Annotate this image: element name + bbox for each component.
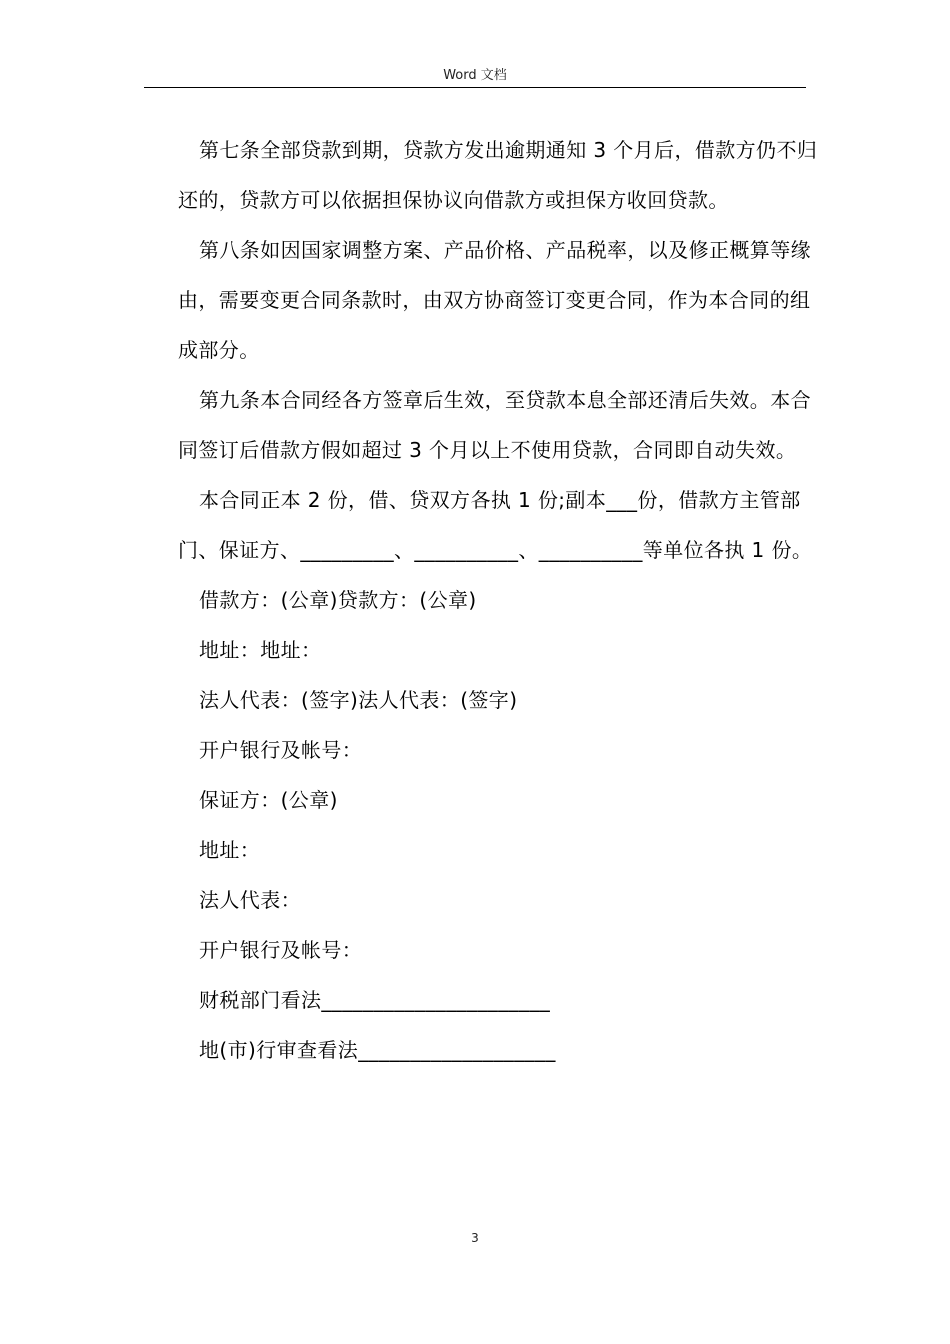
guarantor-bank-account-line: 开户银行及帐号： <box>199 938 363 962</box>
clause-seven: 第七条全部贷款到期，贷款方发出逾期通知 3 个月后，借款方仍不归还的，贷款方可以依据担保协议向借款方或担保方收回贷款。 <box>178 138 818 212</box>
address-line: 地址：地址： <box>199 638 322 662</box>
header-divider <box>144 87 806 88</box>
document-body <box>178 125 818 1075</box>
copies-clause: 本合同正本 2 份，借、贷双方各执 1 份;副本___份，借款方主管部门、保证方、_________、__________、__________等单位各执 1 份。 <box>178 488 813 562</box>
guarantor-address-line: 地址： <box>199 838 261 862</box>
borrower-lender-seal-line: 借款方：(公章)贷款方：(公章) <box>199 588 477 612</box>
page-header-title: Word 文档 <box>443 68 507 83</box>
guarantor-legal-rep-line: 法人代表： <box>199 888 301 912</box>
clause-eight: 第八条如因国家调整方案、产品价格、产品税率，以及修正概算等缘由，需要变更合同条款时，由双方协商签订变更合同，作为本合同的组成部分。 <box>178 238 811 362</box>
finance-tax-opinion-line: 财税部门看法______________________ <box>199 988 551 1012</box>
guarantor-seal-line: 保证方：(公章) <box>199 788 338 812</box>
legal-rep-signature-line: 法人代表：(签字)法人代表：(签字) <box>199 688 518 712</box>
city-bank-review-opinion-line: 地(市)行审查看法___________________ <box>199 1038 556 1062</box>
page-number: 3 <box>471 1231 479 1245</box>
clause-nine: 第九条本合同经各方签章后生效，至贷款本息全部还清后失效。本合同签订后借款方假如超过 3 个月以上不使用贷款，合同即自动失效。 <box>178 388 811 462</box>
bank-account-line: 开户银行及帐号： <box>199 738 363 762</box>
